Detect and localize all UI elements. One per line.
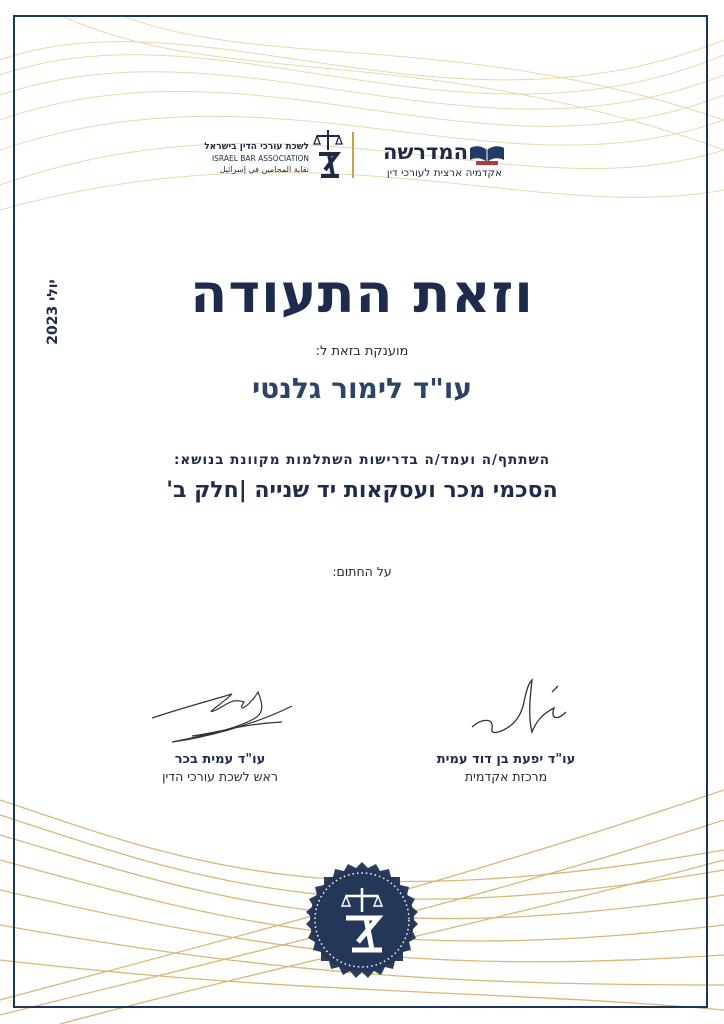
signer-left-name: עו"ד עמית בכר bbox=[174, 752, 266, 767]
certificate-title: וזאת התעודה bbox=[190, 262, 534, 325]
bar-logo-arabic: نقابة المحامين في إسرائيل bbox=[219, 165, 309, 174]
academy-name: המדרשה bbox=[383, 140, 468, 164]
bar-logo-english: ISRAEL BAR ASSOCIATION bbox=[211, 154, 309, 163]
signer-left bbox=[130, 752, 310, 784]
academy-logo bbox=[364, 134, 514, 182]
bar-logo-hebrew: לשכת עורכי הדין בישראל bbox=[204, 142, 309, 152]
signature-right bbox=[462, 672, 582, 752]
israel-bar-association-logo bbox=[205, 122, 345, 176]
signed-label: על החתום: bbox=[332, 564, 392, 579]
participation-text: השתתף/ה ועמד/ה בדרישות השתלמות מקוונת בנושא: bbox=[174, 452, 550, 468]
academy-subtitle: אקדמיה ארצית לעורכי דין bbox=[386, 167, 502, 179]
course-title: הסכמי מכר ועסקאות יד שנייה |חלק ב' bbox=[166, 478, 558, 503]
side-date-text: יולי 2023 bbox=[45, 279, 61, 345]
scales-of-justice-icon bbox=[311, 126, 345, 178]
header-logos bbox=[0, 112, 724, 182]
open-book-icon bbox=[468, 144, 506, 166]
signature-left bbox=[132, 680, 302, 750]
signer-right-name: עו"ד יפעת בן דוד עמית bbox=[436, 752, 576, 767]
signer-right-role: מרכזת אקדמית bbox=[464, 769, 548, 784]
scales-seal-icon bbox=[294, 852, 430, 988]
signer-right bbox=[396, 752, 616, 784]
granted-to-label: מוענקת בזאת ל: bbox=[315, 344, 409, 359]
signer-left-role: ראש לשכת עורכי הדין bbox=[162, 769, 278, 784]
logo-divider bbox=[352, 132, 354, 178]
recipient-name: עו"ד לימור גלנטי bbox=[251, 372, 473, 405]
